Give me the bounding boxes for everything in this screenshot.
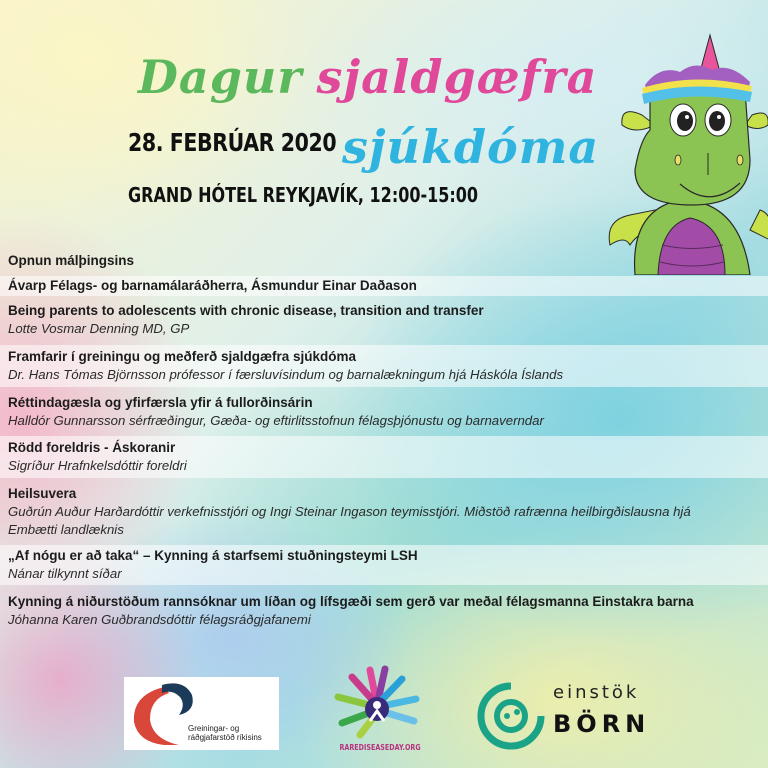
program-item-title: Heilsuvera: [8, 486, 77, 501]
einstok-spiral-icon: [475, 680, 547, 750]
rare-disease-day-logo: [330, 665, 425, 755]
title-word-dagur: Dagur: [138, 50, 303, 104]
program-item-title: Being parents to adolescents with chronic disease, transition and transfer: [8, 303, 484, 318]
program-item: [0, 436, 768, 478]
program-item: [0, 276, 768, 296]
program-item-speaker: Lotte Vosmar Denning MD, GP: [8, 321, 190, 336]
born-text: BÖRN: [553, 710, 651, 738]
title-word-sjaldgaefra: sjaldgæfra: [316, 50, 598, 104]
program-item: [0, 387, 768, 436]
title-word-sjukdoma: sjúkdóma: [342, 120, 600, 174]
program-item-title: Réttindagæsla og yfirfærsla yfir á fullorðinsárin: [8, 395, 313, 410]
greiningar-logo: [124, 677, 279, 750]
greiningar-line2: ráðgjafarstöð ríkisins: [188, 733, 262, 742]
program-item-title: Opnun málþingsins: [8, 253, 135, 268]
program-item-speaker: Dr. Hans Tómas Björnsson prófessor í færsluvísindum og barnalækningum hjá Háskóla Íslands: [8, 367, 564, 382]
program-item-title: „Af nógu er að taka“ – Kynning á starfsemi stuðningsteymi LSH: [8, 548, 418, 563]
greiningar-line1: Greiningar- og: [188, 724, 240, 733]
program-item-speaker: Nánar tilkynnt síðar: [8, 566, 122, 581]
greiningar-logo-text: [188, 724, 262, 742]
program-item-title: Framfarir í greiningu og meðferð sjaldgæfra sjúkdóma: [8, 349, 357, 364]
einstok-text: einstök: [553, 682, 640, 703]
program-item: [0, 247, 768, 276]
event-date: 28. FEBRÚAR 2020: [128, 128, 337, 157]
event-venue: GRAND HÓTEL REYKJAVÍK, 12:00-15:00: [128, 183, 479, 207]
einstok-born-logo: [475, 680, 655, 750]
program-item: [0, 345, 768, 387]
program-item-speaker: Halldór Gunnarsson sérfræðingur, Gæða- og eftirlitsstofnun félagsþjónustu og barnaverndar: [8, 413, 544, 428]
program-item: [0, 478, 768, 545]
rare-disease-day-text: RAREDISEASEDAY.ORG: [339, 743, 421, 752]
rare-disease-hands-icon: [330, 665, 425, 743]
program-item: [0, 296, 768, 345]
program-list: [0, 247, 768, 635]
program-item-speaker: Guðrún Auður Harðardóttir verkefnisstjóri og Ingi Steinar Ingason teymisstjóri. Miðstöð rafrænna heilbirgðislausna hjá Embætti landlæknis: [8, 504, 691, 537]
program-item-title: Ávarp Félags- og barnamálaráðherra, Ásmundur Einar Daðason: [8, 278, 417, 293]
program-item-title: Rödd foreldris - Áskoranir: [8, 440, 176, 455]
dragon-mascot-icon: [600, 30, 768, 275]
program-item-title: Kynning á niðurstöðum rannsóknar um líðan og lífsgæði sem gerð var meðal félagsmanna Einstakra barna: [8, 594, 694, 609]
program-item: [0, 545, 768, 585]
event-title-line1: [138, 50, 597, 104]
program-item-speaker: Sigríður Hrafnkelsdóttir foreldri: [8, 458, 187, 473]
program-item-speaker: Jóhanna Karen Guðbrandsdóttir félagsráðgjafanemi: [8, 612, 311, 627]
program-item: [0, 585, 768, 635]
